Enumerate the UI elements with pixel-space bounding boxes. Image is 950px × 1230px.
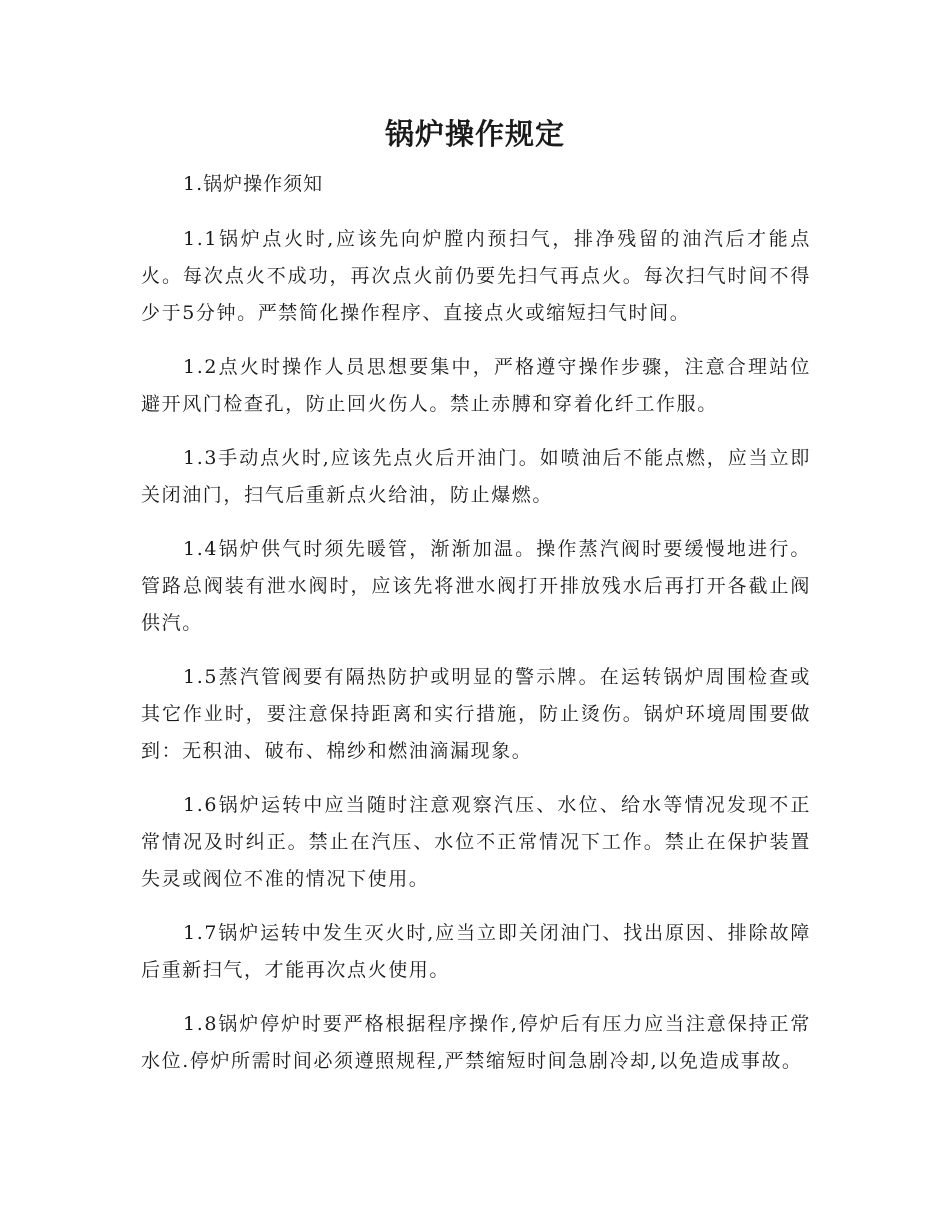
paragraph-1-1: 1.1锅炉点火时,应该先向炉膛内预扫气，排净残留的油汽后才能点火。每次点火不成功，再次点火前仍要先扫气再点火。每次扫气时间不得少于5分钟。严禁简化操作程序、直接点火或缩短扫气时间。: [141, 228, 811, 324]
paragraph-1-6: 1.6锅炉运转中应当随时注意观察汽压、水位、给水等情况发现不正常情况及时纠正。禁止在汽压、水位不正常情况下工作。禁止在保护装置失灵或阀位不准的情况下使用。: [141, 794, 811, 890]
document-title: 锅炉操作规定: [384, 117, 565, 151]
section-heading: 1.锅炉操作须知: [183, 173, 324, 195]
paragraph-1-8: 1.8锅炉停炉时要严格根据程序操作,停炉后有压力应当注意保持正常水位.停炉所需时间必须遵照规程,严禁缩短时间急剧冷却,以免造成事故。: [141, 1013, 811, 1072]
paragraph-1-4: 1.4锅炉供气时须先暖管，渐渐加温。操作蒸汽阀时要缓慢地进行。管路总阀装有泄水阀时，应该先将泄水阀打开排放残水后再打开各截止阀供汽。: [141, 538, 811, 634]
document-body: [141, 166, 811, 1097]
paragraph-1-5: 1.5蒸汽管阀要有隔热防护或明显的警示牌。在运转锅炉周围检查或其它作业时，要注意保持距离和实行措施，防止烫伤。锅炉环境周围要做到：无积油、破布、棉纱和燃油滴漏现象。: [141, 666, 811, 762]
paragraph-1-2: 1.2点火时操作人员思想要集中，严格遵守操作步骤，注意合理站位避开风门检查孔，防止回火伤人。禁止赤膊和穿着化纤工作服。: [141, 356, 811, 415]
paragraph-1-3: 1.3手动点火时,应该先点火后开油门。如喷油后不能点燃，应当立即关闭油门，扫气后重新点火给油，防止爆燃。: [141, 447, 811, 506]
paragraph-1-7: 1.7锅炉运转中发生灭火时,应当立即关闭油门、找出原因、排除故障后重新扫气，才能再次点火使用。: [141, 922, 811, 981]
